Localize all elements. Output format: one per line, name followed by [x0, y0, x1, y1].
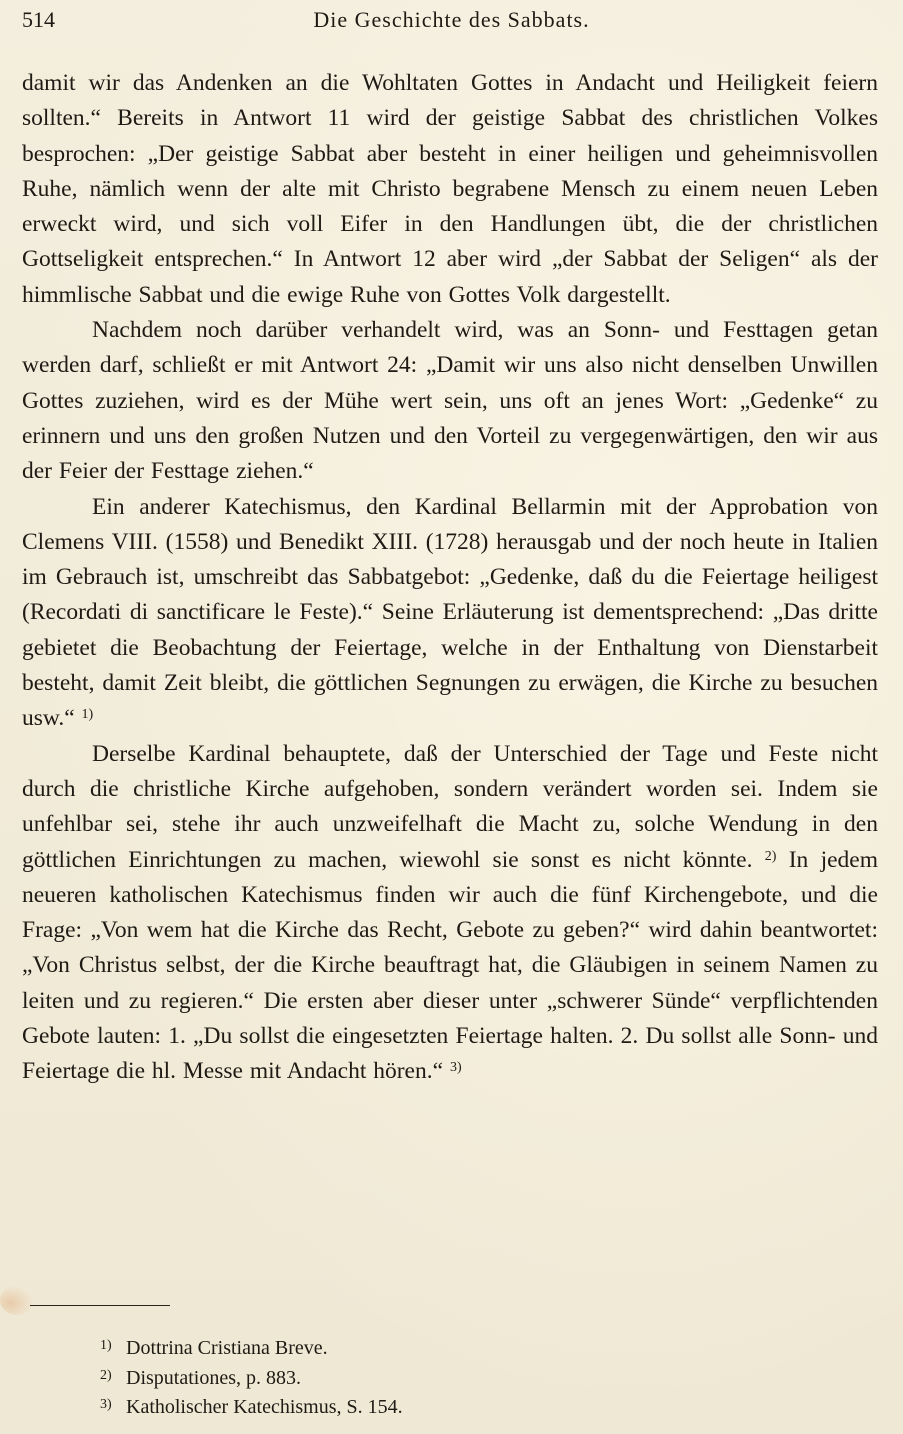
page-header — [22, 4, 881, 36]
footnote-1 — [100, 1334, 800, 1364]
footnote-mark: 1) — [100, 1338, 112, 1353]
footnote-text: Disputationes, p. 883. — [126, 1366, 301, 1389]
footnote-ref-1: 1) — [81, 707, 94, 723]
footnote-2 — [100, 1364, 800, 1394]
footnote-mark: 2) — [100, 1367, 112, 1383]
footnotes — [100, 1334, 800, 1423]
footnote-mark: 3) — [100, 1397, 112, 1412]
paragraph-2 — [22, 313, 878, 489]
paragraph-1 — [22, 66, 878, 313]
running-title: Die Geschichte des Sabbats. — [313, 7, 590, 32]
paragraph-text: Derselbe Kardinal behauptete, daß der Unterschied der Tage und Feste nicht durch die christliche Kirche aufgehoben, sondern verändert worden sei. Indem sie unfehlbar sei, stehe ihr auch unzweifelhaft die Macht zu, solche Wendung in den göttlichen Einrichtungen zu machen, wiewohl sie sonst es nicht könnte. — [22, 740, 878, 873]
paragraph-text: Nachdem noch darüber verhandelt wird, was an Sonn- und Festtagen getan werden darf, schließt er mit Antwort 24: „Damit wir uns also nicht denselben Unwillen Gottes zuziehen, wird es der Mühe wert sein, uns oft an jenes Wort: „Gedenke“ zu erinnern und uns den großen Nutzen und den Vorteil zu vergegenwärtigen, den wir aus der Feier der Festtage ziehen.“ — [22, 317, 878, 485]
paragraph-4 — [22, 737, 878, 1090]
footnote-3 — [100, 1393, 800, 1423]
footnote-text: Katholischer Katechismus, S. 154. — [126, 1396, 403, 1418]
page-number: 514 — [22, 7, 55, 32]
main-text — [22, 66, 878, 1090]
paragraph-text: damit wir das Andenken an die Wohltaten Gottes in Andacht und Heiligkeit feiern sollten.“ Bereits in Antwort 11 wird der geistige Sabbat des christlichen Volkes besprochen: „Der geistige Sabbat aber besteht in einer heiligen und geheimnisvollen Ruhe, nämlich wenn der alte mit Christo begrabene Mensch zu einem neuen Leben erweckt wird, und sich voll Eifer in den Handlungen übt, die der christlichen Gottseligkeit entsprechen.“ In Antwort 12 aber wird „der Sabbat der Seligen“ als der himmlische Sabbat und die ewige Ruhe von Gottes Volk dargestellt. — [22, 70, 878, 308]
paper-stain — [0, 1285, 34, 1315]
paragraph-text: In jedem neueren katholischen Katechismus finden wir auch die fünf Kirchengebote, und die Frage: „Von wem hat die Kirche das Recht, Gebote zu geben?“ wird dahin beantwortet: „Von Christus selbst, der die Kirche beauftragt hat, die Gläubigen in seinem Namen zu leiten und zu regieren.“ Die ersten aber dieser unter „schwerer Sünde“ verpflichtenden Gebote lauten: 1. „Du sollst die eingesetzten Feiertage halten. 2. Du sollst alle Sonn- und Feiertage die hl. Messe mit Andacht hören.“ — [22, 846, 878, 1085]
footnote-divider — [30, 1305, 170, 1306]
footnote-ref-2: 2) — [764, 848, 777, 864]
footnote-text: Dottrina Cristiana Breve. — [126, 1337, 328, 1359]
paragraph-text: Ein anderer Katechismus, den Kardinal Bellarmin mit der Approbation von Clemens VIII. (1558) und Benedikt XIII. (1728) herausgab und der noch heute in Italien im Gebrauch ist, umschreibt das Sabbatgebot: „Gedenke, daß du die Feiertage heiligest (Recordati di sanctificare le Feste).“ Seine Erläuterung ist dementsprechend: „Das dritte gebietet die Beobachtung der Feiertage, welche in der Enthaltung von Dienstarbeit besteht, damit Zeit bleibt, die göttlichen Segnungen zu erwägen, die Kirche zu besuchen usw.“ — [22, 493, 878, 732]
paragraph-3 — [22, 490, 878, 737]
footnote-ref-3: 3) — [449, 1060, 462, 1076]
